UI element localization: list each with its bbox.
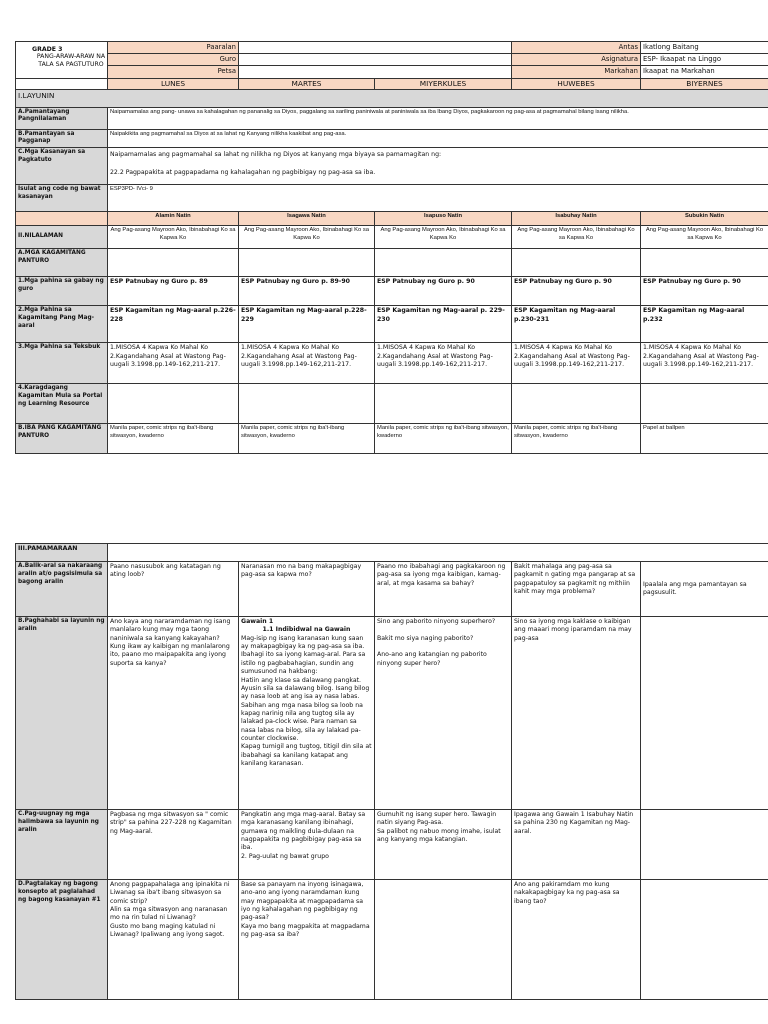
teksbuk-miyerkules: 1.MISOSA 4 Kapwa Ko Mahal Ko 2.Kagandahang Asal at Wastong Pag-uugali 3.1998.pp.149-162,211-217. [375, 343, 512, 384]
pamamaraan-heading-blank [108, 544, 768, 562]
nilalaman-miyerkules: Ang Pag-asang Mayroon Ako, Ibinabahagi Ko sa Kapwa Ko [375, 226, 512, 249]
paguugnay-biyernes [641, 810, 768, 880]
magaaral-miyerkules: ESP Kagamitan ng Mag-aaral p. 229-230 [375, 306, 512, 343]
nilalaman-huwebes: Ang Pag-asang Mayroon Ako, Ibinabahagi Ko sa Kapwa Ko [512, 226, 641, 249]
paghahabi-martes [239, 617, 375, 810]
paghahabi-label: B.Paghahabi sa layunin ng aralin [16, 617, 108, 810]
kagamitan-blank-2 [239, 249, 375, 277]
subhead-subukin: Subukin Natin [641, 212, 768, 226]
paguugnay-martes: Pangkatin ang mga mag-aaral. Batay sa mga karanasang kanilang ibinahagi, gumawa ng maikling dula-dulaan na nagpapakita ng pagbibigay pag-asa sa iba. 2. Pag-uulat ng bawat grupo [239, 810, 375, 880]
antas-label: Antas [512, 42, 641, 54]
iba-miyerkules: Manila paper, comic strips ng iba't-ibang sitwasyon, kwaderno [375, 424, 512, 454]
pagtalakay-martes: Base sa panayam na inyong isinagawa, ano-ano ang iyong naramdaman kung may magpapakita at magpapadama sa iyo ng kahalagahan ng pagbibigay ng pag-asa? Kaya mo bang magpakita at magpadama ng pag-asa sa iba? [239, 880, 375, 1000]
balik-aral-huwebes: Bakit mahalaga ang pag-asa sa pagkamit n gating mga pangarap at sa pagpapatuloy sa pagkamit ng mithiin kahit may mga problema? [512, 562, 641, 617]
guro-label: Guro [108, 54, 239, 66]
nilalaman-biyernes: Ang Pag-asang Mayroon Ako, Ibinabahagi Ko sa Kapwa Ko [641, 226, 768, 249]
grade-label: GRADE 3 [32, 45, 63, 53]
gabay-martes: ESP Patnubay ng Guro p. 89-90 [239, 277, 375, 306]
paaralan-value[interactable] [239, 42, 512, 54]
magaaral-label: 2.Mga Pahina sa Kagamitang Pang Mag-aaral [16, 306, 108, 343]
code-label: Isulat ang code ng bawat kasanayan [16, 185, 108, 212]
teksbuk-lunes: 1.MISOSA 4 Kapwa Ko Mahal Ko 2.Kagandahang Asal at Wastong Pag-uugali 3.1998.pp.149-162,211-217. [108, 343, 239, 384]
iba-biyernes: Papel at ballpen [641, 424, 768, 454]
day-miyerkules: MIYERKULES [375, 78, 512, 89]
gabay-huwebes: ESP Patnubay ng Guro p. 90 [512, 277, 641, 306]
paghahabi-lunes: Ano kaya ang nararamdaman ng isang manlalaro kung may mga taong naniniwala sa kanyang kakayahan? Kung ikaw ay kaibigan ng manlalarong ito, paano mo maipapakita ang iyong suporta sa kanya? [108, 617, 239, 810]
pamamaraan-heading: III.PAMAMARAAN [16, 544, 108, 562]
antas-value: Ikatlong Baitang [641, 42, 768, 54]
teksbuk-huwebes: 1.MISOSA 4 Kapwa Ko Mahal Ko 2.Kagandahang Asal at Wastong Pag-uugali 3.1998.pp.149-162,211-217. [512, 343, 641, 384]
balik-aral-biyernes: Ipaalala ang mga pamantayan sa pagsusulit. [641, 562, 768, 617]
paghahabi-huwebes: Sino sa iyong mga kaklase o kaibigan ang maaari mong iparamdam na may pag-asa [512, 617, 641, 810]
pagtalakay-biyernes [641, 880, 768, 1000]
gabay-biyernes: ESP Patnubay ng Guro p. 90 [641, 277, 768, 306]
balik-aral-miyerkules: Paano mo ibabahagi ang pagkakaroon ng pag-asa sa iyong mga kaibigan, kamag-aral, at mga kasama sa bahay? [375, 562, 512, 617]
day-lunes: LUNES [108, 78, 239, 89]
paguugnay-miyerkules: Gumuhit ng isang super hero. Tawagin natin siyang Pag-asa. Sa palibot ng nabuo mong imahe, isulat ang kanyang mga katangian. [375, 810, 512, 880]
petsa-label: Petsa [108, 66, 239, 78]
day-huwebes: HUWEBES [512, 78, 641, 89]
gabay-miyerkules: ESP Patnubay ng Guro p. 90 [375, 277, 512, 306]
markahan-label: Markahan [512, 66, 641, 78]
kasanayan-line-1: Naipamamalas ang pagmamahal sa lahat ng nilikha ng Diyos at kanyang mga biyaya sa pamamagitan ng: [110, 151, 442, 159]
layunin-heading: I.LAYUNIN [16, 89, 768, 107]
day-martes: MARTES [239, 78, 375, 89]
karagdagang-miyerkules [375, 384, 512, 424]
gawain-title: Gawain 1 [241, 618, 274, 625]
subhead-alamin: Alamin Natin [108, 212, 239, 226]
nilalaman-label: II.NILALAMAN [16, 226, 108, 249]
magaaral-biyernes: ESP Kagamitan ng Mag-aaral p.232 [641, 306, 768, 343]
teksbuk-biyernes: 1.MISOSA 4 Kapwa Ko Mahal Ko 2.Kagandahang Asal at Wastong Pag-uugali 3.1998.pp.149-162,211-217. [641, 343, 768, 384]
kagamitan-blank-5 [641, 249, 768, 277]
iba-martes: Manila paper, comic strips ng iba't-ibang sitwasyon, kwaderno [239, 424, 375, 454]
lesson-plan-table-bottom [15, 543, 768, 1000]
pagtalakay-huwebes: Ano ang pakiramdam mo kung nakakapagbigay ka ng pag-asa sa ibang tao? [512, 880, 641, 1000]
magaaral-huwebes: ESP Kagamitan ng Mag-aaral p.230-231 [512, 306, 641, 343]
pagtalakay-miyerkules [375, 880, 512, 1000]
balik-aral-lunes: Paano nasusubok ang katatagan ng ating loob? [108, 562, 239, 617]
magaaral-martes: ESP Kagamitan ng Mag-aaral p.228-229 [239, 306, 375, 343]
gabay-label: 1.Mga pahina sa gabay ng guro [16, 277, 108, 306]
kagamitan-blank-4 [512, 249, 641, 277]
header-logo-cell [16, 42, 108, 79]
iba-label: B.IBA PANG KAGAMITANG PANTURO [16, 424, 108, 454]
day-biyernes: BIYERNES [641, 78, 768, 89]
blank-cell [16, 78, 108, 89]
balik-aral-martes: Naranasan mo na bang makapagbigay pag-asa sa kapwa mo? [239, 562, 375, 617]
markahan-value: Ikaapat na Markahan [641, 66, 768, 78]
asignatura-label: Asignatura [512, 54, 641, 66]
kagamitan-blank-1 [108, 249, 239, 277]
pamantayan-sa-pagganap-value: Naipakikita ang pagmamahal sa Diyos at sa lahat ng Kanyang nilikha kaakibat ang pag-asa. [108, 129, 768, 148]
nilalaman-lunes: Ang Pag-asang Mayroon Ako, Ibinabahagi Ko sa Kapwa Ko [108, 226, 239, 249]
subhead-isapuso: Isapuso Natin [375, 212, 512, 226]
paguugnay-lunes: Pagbasa ng mga sitwasyon sa " comic strip" sa pahina 227-228 ng Kagamitan ng Mag-aaral. [108, 810, 239, 880]
document-title: PANG-ARAW-ARAW NA TALA SA PAGTUTURO [36, 53, 106, 68]
guro-value[interactable] [239, 54, 512, 66]
paguugnay-label: C.Pag-uugnay ng mga halimbawa sa layunin ng aralin [16, 810, 108, 880]
code-value: ESP3PD- IVci- 9 [108, 185, 768, 212]
teksbuk-label: 3.Mga Pahina sa Teksbuk [16, 343, 108, 384]
subhead-blank [16, 212, 108, 226]
pagtalakay-lunes: Anong pagpapahalaga ang ipinakita ni Liwanag sa iba't ibang sitwasyon sa comic strip? Alin sa mga sitwasyon ang naranasan mo na rin tulad ni Liwanag? Gusto mo bang maging katulad ni Liwanag? Ipaliwang ang iyong sagot. [108, 880, 239, 1000]
kagamitan-blank-3 [375, 249, 512, 277]
kasanayan-sa-pagkatuto-value [108, 148, 768, 185]
gawain-subtitle: 1.1 Indibidwal na Gawain [262, 626, 351, 634]
gabay-lunes: ESP Patnubay ng Guro p. 89 [108, 277, 239, 306]
karagdagang-lunes [108, 384, 239, 424]
paghahabi-miyerkules: Sino ang paborito ninyong superhero? Bakit mo siya naging paborito? Ano-ano ang katangian ng paborito ninyong super hero? [375, 617, 512, 810]
magaaral-lunes: ESP Kagamitan ng Mag-aaral p.226-228 [108, 306, 239, 343]
subhead-isabuhay: Isabuhay Natin [512, 212, 641, 226]
petsa-value[interactable] [239, 66, 512, 78]
paghahabi-biyernes [641, 617, 768, 810]
iba-huwebes: Manila paper, comic strips ng iba't-ibang sitwasyon, kwaderno [512, 424, 641, 454]
lesson-plan-table-top [15, 41, 768, 454]
iba-lunes: Manila paper, comic strips ng iba't-ibang sitwasyon, kwaderno [108, 424, 239, 454]
balik-aral-label: A.Balik-aral sa nakaraang aralin at/o pagsisimula sa bagong aralin [16, 562, 108, 617]
pagtalakay-label: D.Pagtalakay ng bagong konsepto at paglalahad ng bagong kasanayan #1 [16, 880, 108, 1000]
kasanayan-line-2: 22.2 Pagpapakita at pagpapadama ng kahalagahan ng pagbibigay ng pag-asa sa iba. [110, 168, 376, 176]
pamantayang-pangnilalaman-label: A.Pamantayang Pangnilalaman [16, 107, 108, 129]
karagdagang-label: 4.Karagdagang Kagamitan Mula sa Portal ng Learning Resource [16, 384, 108, 424]
paguugnay-huwebes: Ipagawa ang Gawain 1 Isabuhay Natin sa pahina 230 ng Kagamitan ng Mag-aaral. [512, 810, 641, 880]
paaralan-label: Paaralan [108, 42, 239, 54]
karagdagang-martes [239, 384, 375, 424]
asignatura-value: ESP- Ikaapat na Linggo [641, 54, 768, 66]
nilalaman-martes: Ang Pag-asang Mayroon Ako, Ibinabahagi Ko sa Kapwa Ko [239, 226, 375, 249]
pamantayan-sa-pagganap-label: B.Pamantayan sa Pagganap [16, 129, 108, 148]
karagdagang-biyernes [641, 384, 768, 424]
kagamitan-label: A.MGA KAGAMITANG PANTURO [16, 249, 108, 277]
pamantayang-pangnilalaman-value: Naipamamalas ang pang- unawa sa kahalagahan ng pananalig sa Diyos, paggalang sa sariling paniniwala at paniniwala sa iba lbang Diyos, pagkakaroon ng pag-asa at pagmamahal bilang isang nilikha. [108, 107, 768, 129]
teksbuk-martes: 1.MISOSA 4 Kapwa Ko Mahal Ko 2.Kagandahang Asal at Wastong Pag-uugali 3.1998.pp.149-162,211-217. [239, 343, 375, 384]
karagdagang-huwebes [512, 384, 641, 424]
subhead-isagawa: Isagawa Natin [239, 212, 375, 226]
kasanayan-sa-pagkatuto-label: C.Mga Kasanayan sa Pagkatuto [16, 148, 108, 185]
gawain-body: Mag-isip ng isang karanasan kung saan ay makapagbigay ka ng pag-asa sa iba. Ibahagi ito sa iyong kamag-aral. Para sa istilo ng pagbabahagian, sundin ang sumusunod na hakbang: Hatiin ang klase sa dalawang pangkat. Ayusin sila sa dalawang bilog. Isang bilog ay nasa loob at ang isa ay nasa labas. Sabihan ang mga nasa bilog sa loob na kapag narinig nila ang tugtog sila ay lalakad pa-clock wise. Para naman sa nasa labas na bilog, sila ay lalakad pa-counter clockwise. Kapag tumigil ang tugtog, titigil din sila at ibabahagi sa kanilang katapat ang kanilang karanasan. [241, 634, 372, 768]
